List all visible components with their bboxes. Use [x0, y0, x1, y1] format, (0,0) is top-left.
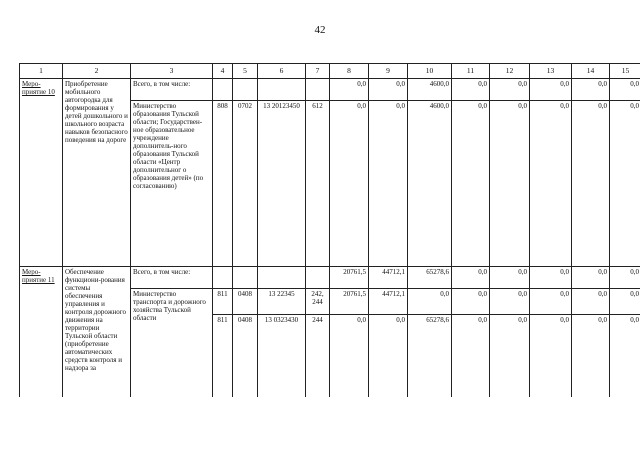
value-cell: 0,0	[530, 79, 572, 101]
value-cell: 0,0	[330, 315, 369, 397]
code-cell: 811	[213, 289, 233, 315]
column-header: 9	[369, 64, 408, 79]
column-header: 10	[408, 64, 452, 79]
value-cell: 4600,0	[408, 101, 452, 267]
value-cell: 0,0	[530, 267, 572, 289]
code-cell: 0702	[233, 101, 258, 267]
value-cell: 0,0	[490, 267, 530, 289]
event-name: Обеспечение функциони-рования системы обеспечения управления и контроля дорожного движения на территории Тульской области (приобретение автоматических средств контроля и надзора за	[63, 267, 131, 397]
budget-table	[19, 63, 640, 397]
value-cell: 44712,1	[369, 289, 408, 315]
value-cell: 0,0	[330, 101, 369, 267]
value-cell: 0,0	[490, 289, 530, 315]
value-cell: 0,0	[610, 315, 640, 397]
column-header: 14	[572, 64, 610, 79]
code-cell: 811	[213, 315, 233, 397]
column-header: 15	[610, 64, 640, 79]
column-number-row	[20, 64, 640, 79]
value-cell: 0,0	[530, 101, 572, 267]
column-header: 7	[306, 64, 330, 79]
code-cell: 0408	[233, 289, 258, 315]
code-cell: 244	[306, 315, 330, 397]
value-cell: 0,0	[530, 289, 572, 315]
column-header: 3	[131, 64, 213, 79]
value-cell: 0,0	[572, 101, 610, 267]
value-cell: 0,0	[452, 267, 490, 289]
event-code-link[interactable]: Меро-приятие 11	[22, 268, 55, 284]
code-cell: 13 22345	[258, 289, 306, 315]
event-name: Приобретение мобильного автогородка для формирования у детей дошкольного и школьного возраста навыков безопасного поведения на дороге	[63, 79, 131, 267]
value-cell: 0,0	[610, 101, 640, 267]
page-number: 42	[314, 24, 326, 36]
value-cell: 20761,5	[330, 289, 369, 315]
column-header: 2	[63, 64, 131, 79]
value-cell: 0,0	[490, 101, 530, 267]
event-11-total-row	[20, 267, 640, 289]
value-cell: 0,0	[408, 289, 452, 315]
event-10-total-row	[20, 79, 640, 101]
value-cell: 0,0	[452, 289, 490, 315]
total-label: Всего, в том числе:	[131, 79, 213, 101]
value-cell: 0,0	[369, 101, 408, 267]
column-header: 12	[490, 64, 530, 79]
value-cell: 0,0	[490, 79, 530, 101]
value-cell: 0,0	[452, 101, 490, 267]
value-cell: 0,0	[452, 315, 490, 397]
value-cell: 65278,6	[408, 315, 452, 397]
value-cell: 0,0	[572, 79, 610, 101]
code-cell: 13 0323430	[258, 315, 306, 397]
executor: Министерство образования Тульской области; Государствен-ное образовательное учреждение дополнитель-ного образования Тульской области «Центр дополнительног о образования детей» (по согласованию)	[131, 101, 213, 267]
value-cell: 0,0	[369, 315, 408, 397]
value-cell: 0,0	[369, 79, 408, 101]
code-cell: 808	[213, 101, 233, 267]
column-header: 11	[452, 64, 490, 79]
value-cell: 0,0	[530, 315, 572, 397]
column-header: 5	[233, 64, 258, 79]
value-cell: 0,0	[610, 79, 640, 101]
event-code[interactable]	[20, 79, 63, 267]
code-cell: 612	[306, 101, 330, 267]
code-cell: 0408	[233, 315, 258, 397]
column-header: 8	[330, 64, 369, 79]
column-header: 6	[258, 64, 306, 79]
value-cell: 0,0	[330, 79, 369, 101]
value-cell: 0,0	[490, 315, 530, 397]
column-header: 1	[20, 64, 63, 79]
executor: Министерство транспорта и дорожного хозяйства Тульской области	[131, 289, 213, 397]
event-code[interactable]	[20, 267, 63, 397]
value-cell: 0,0	[572, 289, 610, 315]
value-cell: 0,0	[452, 79, 490, 101]
value-cell: 4600,0	[408, 79, 452, 101]
code-cell: 242, 244	[306, 289, 330, 315]
column-header: 4	[213, 64, 233, 79]
value-cell: 0,0	[610, 267, 640, 289]
value-cell: 44712,1	[369, 267, 408, 289]
value-cell: 0,0	[610, 289, 640, 315]
column-header: 13	[530, 64, 572, 79]
code-cell: 13 20123450	[258, 101, 306, 267]
value-cell: 20761,5	[330, 267, 369, 289]
value-cell: 65278,6	[408, 267, 452, 289]
value-cell: 0,0	[572, 267, 610, 289]
total-label: Всего, в том числе:	[131, 267, 213, 289]
event-code-link[interactable]: Меро-приятие 10	[22, 80, 55, 96]
value-cell: 0,0	[572, 315, 610, 397]
